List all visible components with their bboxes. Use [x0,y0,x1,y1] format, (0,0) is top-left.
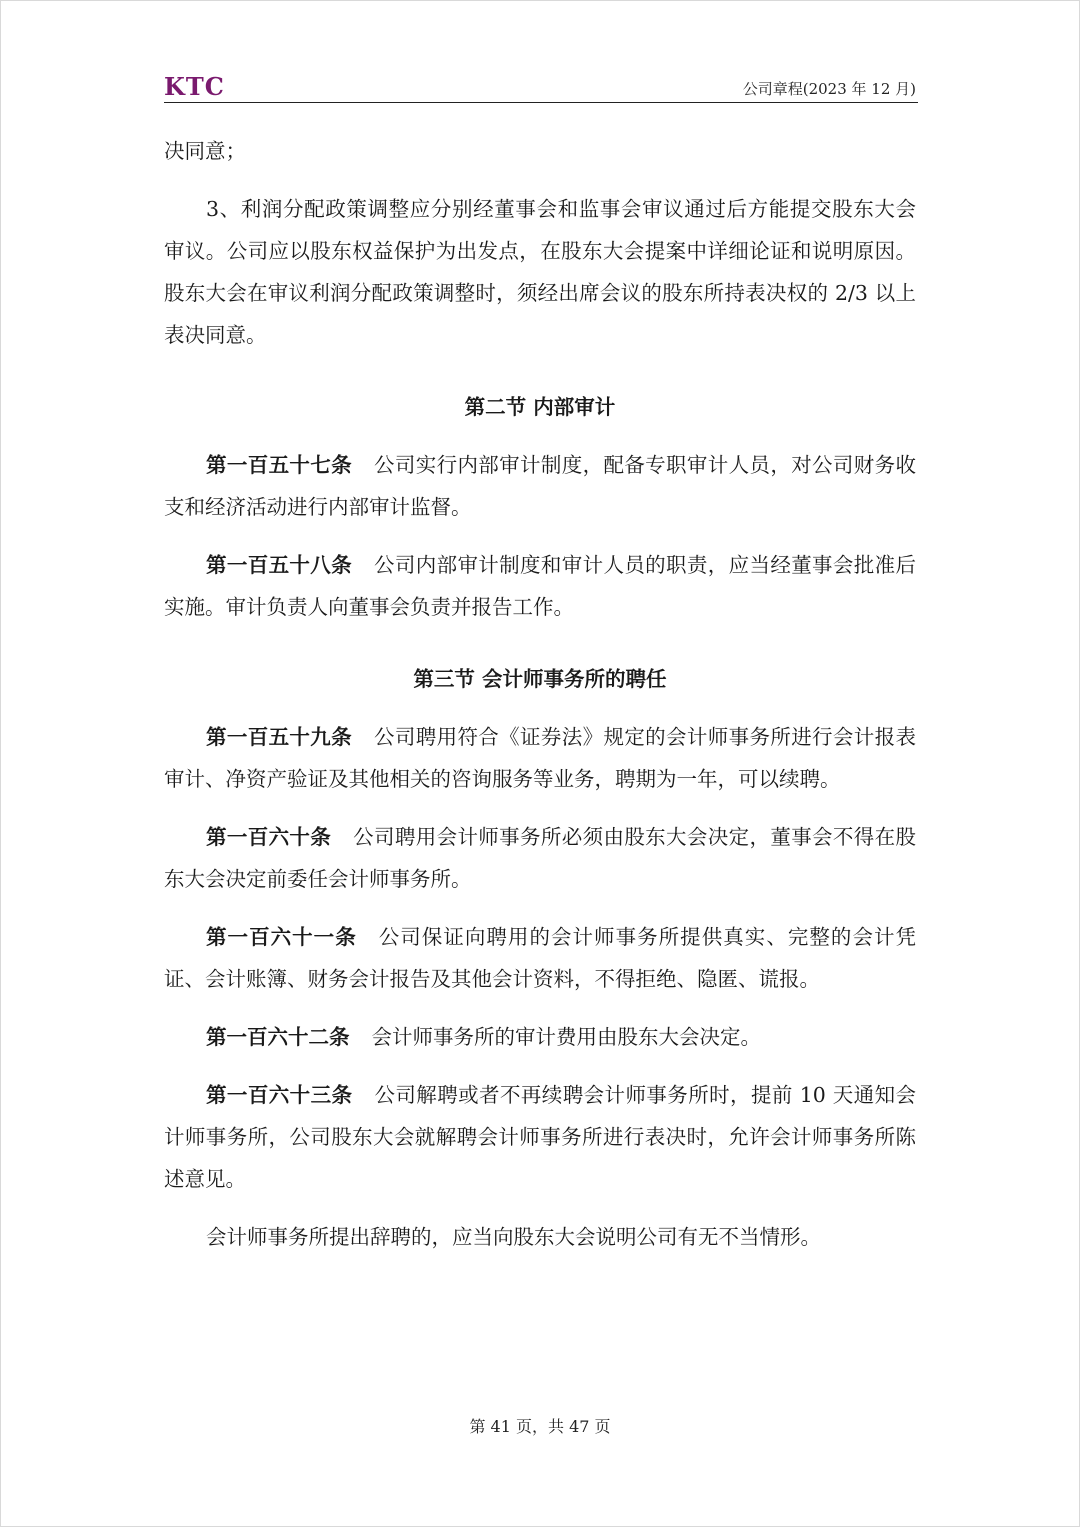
article-158 [164,544,916,628]
article-number: 第一百六十条 [206,825,332,849]
section-heading-accounting-firm: 第三节 会计师事务所的聘任 [413,667,667,691]
paragraph-continued: 决同意； [164,139,246,163]
page-number: 第 41 页，共 47 页 [469,1417,611,1436]
document-title: 公司章程(2023 年 12 月) [742,80,916,98]
article-number: 第一百六十二条 [206,1025,350,1049]
article-162 [164,1016,916,1058]
article-text: 公司解聘或者不再续聘会计师事务所时，提前 10 天通知会计师事务所，公司股东大会就解聘会计师事务所进行表决时，允许会计师事务所陈述意见。 [164,1083,917,1191]
article-text: 公司实行内部审计制度，配备专职审计人员，对公司财务收支和经济活动进行内部审计监督。 [164,453,916,519]
paragraph-item-3: 3、利润分配政策调整应分别经董事会和监事会审议通过后方能提交股东大会审议。公司应以股东权益保护为出发点，在股东大会提案中详细论证和说明原因。股东大会在审议利润分配政策调整时，须经出席会议的股东所持表决权的 2/3 以上表决同意。 [164,197,916,347]
article-text: 公司保证向聘用的会计师事务所提供真实、完整的会计凭证、会计账簿、财务会计报告及其他会计资料，不得拒绝、隐匿、谎报。 [164,925,917,991]
article-160 [164,816,916,900]
article-159 [164,716,916,800]
page-header [164,70,918,103]
article-number: 第一百五十九条 [206,725,353,749]
article-157 [164,444,916,528]
company-logo: KTC [164,72,225,101]
article-text: 公司聘用符合《证券法》规定的会计师事务所进行会计报表审计、净资产验证及其他相关的咨询服务等业务，聘期为一年，可以续聘。 [164,725,916,791]
article-161 [164,916,916,1000]
article-text: 会计师事务所的审计费用由股东大会决定。 [371,1025,761,1049]
article-number: 第一百五十八条 [206,553,353,577]
article-text: 公司聘用会计师事务所必须由股东大会决定，董事会不得在股东大会决定前委任会计师事务所。 [164,825,916,891]
section-heading-internal-audit: 第二节 内部审计 [464,395,616,419]
article-number: 第一百五十七条 [206,453,353,477]
document-body [164,130,916,1274]
paragraph-resignation: 会计师事务所提出辞聘的，应当向股东大会说明公司有无不当情形。 [206,1225,821,1249]
article-number: 第一百六十一条 [206,925,357,949]
article-number: 第一百六十三条 [206,1083,353,1107]
article-text: 公司内部审计制度和审计人员的职责，应当经董事会批准后实施。审计负责人向董事会负责并报告工作。 [164,553,916,619]
article-163 [164,1074,916,1200]
